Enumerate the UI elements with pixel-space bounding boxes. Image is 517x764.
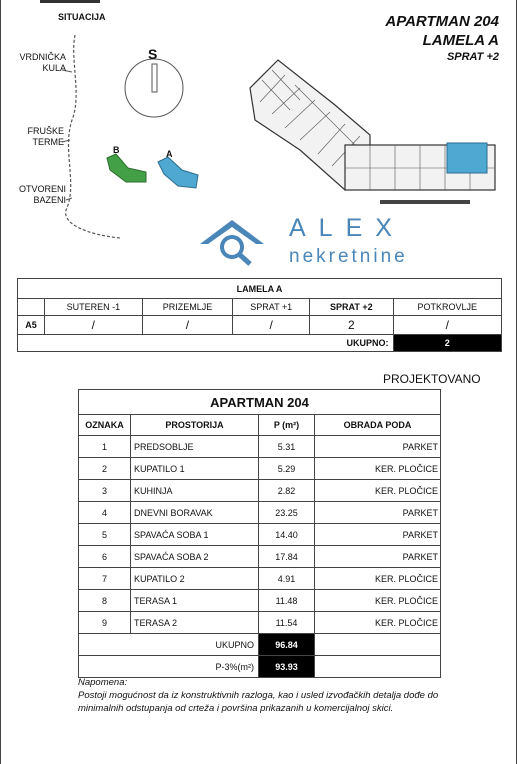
val-sprat-1: / [233,316,310,335]
note-text: Postoji mogućnost da iz konstruktivnih razloga, kao i usled izvođačkih detalja dođe do minimalnih odstupanja od crteža i površina prikazanih u komercijalnoj skici. [78,690,439,714]
table-row [79,568,441,590]
table-cell: 4 [79,502,131,524]
table-row [79,502,441,524]
total-label: UKUPNO: [310,335,393,352]
lamela-table-row [18,316,502,335]
logo-word-alex: ALEX [289,214,405,242]
table-cell: KUPATILO 2 [131,568,259,590]
table-cell: 3 [79,480,131,502]
apartment-table-title: APARTMAN 204 [79,390,441,415]
reduced-area-label: P-3%(m²) [79,656,259,678]
table-cell: KER. PLOČICE [315,568,441,590]
lamela-header-blank [18,299,45,316]
col-area: P (m²) [259,415,315,436]
col-prizemlje: PRIZEMLJE [142,299,233,316]
table-row [79,590,441,612]
table-cell: 2 [79,458,131,480]
table-cell: 5 [79,524,131,546]
table-cell: 8 [79,590,131,612]
val-potkrovlje: / [393,316,501,335]
total-spacer [18,335,310,352]
reduced-area-blank [315,656,441,678]
table-cell: 1 [79,436,131,458]
table-cell: 23.25 [259,502,315,524]
apartment-title: APARTMAN 204 [385,13,499,30]
place-otvoreni-bazeni: OTVORENI BAZENI [18,184,66,205]
table-cell: 11.54 [259,612,315,634]
table-cell: 4.91 [259,568,315,590]
table-cell: 6 [79,546,131,568]
building-label-a: A [166,149,173,159]
apartment-table-header [79,415,441,436]
table-cell: SPAVAĆA SOBA 1 [131,524,259,546]
total-area-row [79,634,441,656]
table-cell: 11.48 [259,590,315,612]
table-cell: SPAVAĆA SOBA 2 [131,546,259,568]
situation-label: SITUACIJA [58,12,106,22]
col-potkrovlje: POTKROVLJE [393,299,501,316]
highlighted-apartment [447,143,487,173]
total-value: 2 [393,335,501,352]
note [78,676,448,715]
lamela-title: LAMELA A [422,32,499,49]
table-cell: 5.31 [259,436,315,458]
total-area-value: 96.84 [259,634,315,656]
table-cell: PREDSOBLJE [131,436,259,458]
table-cell: 14.40 [259,524,315,546]
plan-terrace-line [380,200,470,204]
table-cell: KUHINJA [131,480,259,502]
table-row [79,458,441,480]
table-row [79,524,441,546]
lamela-table-header [18,299,502,316]
place-fruske-terme: FRUŠKE TERME [27,126,64,147]
val-suteren: / [45,316,143,335]
val-prizemlje: / [142,316,233,335]
projektovano-label: PROJEKTOVANO [383,372,481,386]
col-suteren: SUTEREN -1 [45,299,143,316]
reduced-area-value: 93.93 [259,656,315,678]
floor-title: SPRAT +2 [446,51,499,63]
apartment-table [78,389,441,678]
table-cell: DNEVNI BORAVAK [131,502,259,524]
table-cell: KER. PLOČICE [315,458,441,480]
table-cell: PARKET [315,546,441,568]
col-oznaka: OZNAKA [79,415,131,436]
table-row [79,480,441,502]
total-area-blank [315,634,441,656]
logo-word-nekretnine: nekretnine [289,246,408,267]
compass-letter: S [148,46,158,62]
lamela-table [17,278,502,352]
table-cell: 2.82 [259,480,315,502]
table-cell: 5.29 [259,458,315,480]
reduced-area-row [79,656,441,678]
table-row [79,436,441,458]
table-cell: KER. PLOČICE [315,612,441,634]
table-cell: 9 [79,612,131,634]
col-obrada-poda: OBRADA PODA [315,415,441,436]
col-sprat-1: SPRAT +1 [233,299,310,316]
table-cell: 7 [79,568,131,590]
col-prostorija: PROSTORIJA [131,415,259,436]
building-label-b: B [113,145,120,155]
col-sprat-2: SPRAT +2 [310,299,393,316]
table-cell: KER. PLOČICE [315,590,441,612]
table-cell: TERASA 1 [131,590,259,612]
table-cell: PARKET [315,436,441,458]
table-cell: PARKET [315,524,441,546]
val-sprat-2: 2 [310,316,393,335]
table-cell: KUPATILO 1 [131,458,259,480]
note-title: Napomena: [78,677,128,688]
table-cell: 17.84 [259,546,315,568]
table-row [79,546,441,568]
place-vrdnicka-kula: VRDNIČKA KULA [19,52,66,73]
table-row [79,612,441,634]
table-cell: TERASA 2 [131,612,259,634]
lamela-table-title: LAMELA A [18,279,502,299]
table-cell: KER. PLOČICE [315,480,441,502]
table-cell: PARKET [315,502,441,524]
lamela-total-row [18,335,502,352]
total-area-label: UKUPNO [79,634,259,656]
row-label: A5 [18,316,45,335]
title-block [385,12,499,65]
